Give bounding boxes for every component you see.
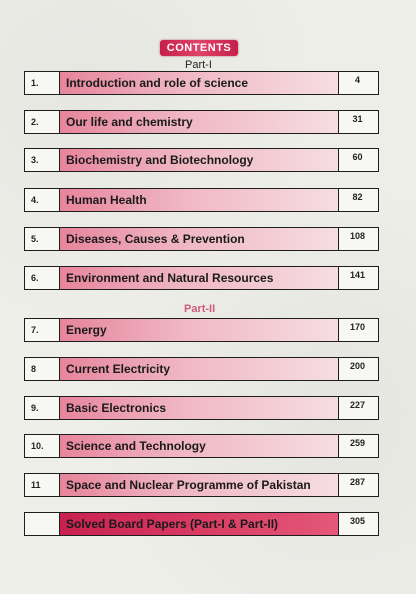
page-number: 4 (354, 75, 360, 85)
chapter-title: Current Electricity (59, 358, 339, 380)
chapter-number: 9. (31, 403, 39, 413)
toc-row-4[interactable] (24, 188, 379, 212)
page-number: 60 (352, 152, 363, 162)
page-number: 170 (349, 322, 366, 332)
toc-row-11[interactable] (24, 473, 379, 497)
chapter-title: Our life and chemistry (59, 111, 339, 133)
chapter-title: Space and Nuclear Programme of Pakistan (59, 474, 339, 496)
page-number: 31 (352, 114, 363, 124)
chapter-title: Introduction and role of science (59, 72, 339, 94)
chapter-title: Energy (59, 319, 339, 341)
page-number: 305 (349, 516, 366, 526)
chapter-title: Environment and Natural Resources (59, 267, 339, 289)
chapter-number: 7. (31, 325, 39, 335)
page-number: 82 (352, 192, 363, 202)
chapter-number (25, 513, 59, 535)
chapter-title: Biochemistry and Biotechnology (59, 149, 339, 171)
chapter-number: 3. (31, 155, 39, 165)
toc-row-1[interactable] (24, 71, 379, 95)
toc-row-12[interactable] (24, 512, 379, 536)
chapter-title: Diseases, Causes & Prevention (59, 228, 339, 250)
chapter-number: 2. (31, 117, 39, 127)
contents-heading: CONTENTS (160, 40, 238, 56)
part-1-label: Part-I (185, 59, 212, 71)
toc-row-2[interactable] (24, 110, 379, 134)
toc-row-8[interactable] (24, 357, 379, 381)
part-2-label: Part-II (184, 303, 216, 315)
toc-row-6[interactable] (24, 266, 379, 290)
page-number: 287 (349, 477, 366, 487)
chapter-title: Solved Board Papers (Part-I & Part-II) (59, 513, 339, 535)
toc-row-7[interactable] (24, 318, 379, 342)
toc-row-9[interactable] (24, 396, 379, 420)
chapter-title: Human Health (59, 189, 339, 211)
chapter-number: 4. (31, 195, 39, 205)
chapter-number: 8 (31, 364, 37, 374)
page-number: 227 (349, 400, 366, 410)
chapter-title: Basic Electronics (59, 397, 339, 419)
toc-row-10[interactable] (24, 434, 379, 458)
chapter-number: 11 (31, 480, 41, 490)
toc-row-5[interactable] (24, 227, 379, 251)
page-number: 141 (349, 270, 366, 280)
page-number: 108 (349, 231, 366, 241)
page-number: 200 (349, 361, 366, 371)
chapter-number: 1. (31, 78, 39, 88)
chapter-number: 5. (31, 234, 39, 244)
page-number: 259 (349, 438, 366, 448)
chapter-number: 6. (31, 273, 39, 283)
chapter-title: Science and Technology (59, 435, 339, 457)
chapter-number: 10. (31, 441, 44, 451)
toc-row-3[interactable] (24, 148, 379, 172)
